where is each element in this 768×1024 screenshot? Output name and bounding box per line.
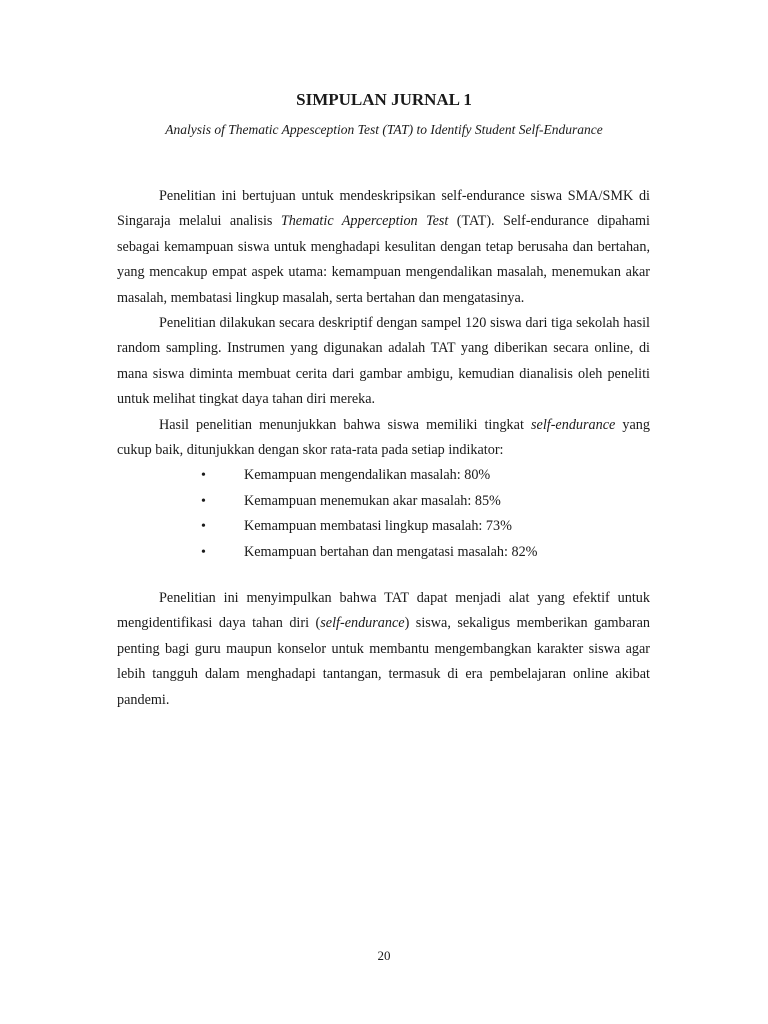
list-item bbox=[117, 463, 650, 488]
body-section-conclusion bbox=[117, 586, 650, 713]
bullet-icon: • bbox=[201, 493, 206, 509]
list-item-text: Kemampuan membatasi lingkup masalah: 73% bbox=[244, 518, 512, 535]
bullet-icon: • bbox=[201, 544, 206, 560]
paragraph-intro-italic: Thematic Apperception Test bbox=[280, 213, 449, 230]
paragraph-results-part1: Hasil penelitian menunjukkan bahwa siswa memiliki tingkat bbox=[159, 416, 531, 433]
paragraph-conclusion-part2: ) siswa, sekaligus memberikan gambaran penting bagi guru maupun konselor untuk membantu mengembangkan karakter siswa agar lebih tangguh dalam menghadapi tantangan, termasuk di era pembelajaran online akibat pandemi. bbox=[117, 615, 650, 708]
page-number: 20 bbox=[377, 948, 391, 963]
list-item bbox=[117, 489, 650, 514]
paragraph-conclusion-italic: self-endurance bbox=[320, 615, 405, 632]
paragraph-results bbox=[117, 413, 650, 464]
paragraph-results-part2: yang cukup baik, ditunjukkan dengan skor rata-rata pada setiap indikator: bbox=[117, 416, 650, 459]
list-item bbox=[117, 540, 650, 565]
list-item-text: Kemampuan bertahan dan mengatasi masalah: 82% bbox=[244, 543, 538, 560]
paragraph-conclusion bbox=[117, 586, 650, 713]
list-item-text: Kemampuan menemukan akar masalah: 85% bbox=[244, 492, 501, 509]
list-item bbox=[117, 514, 650, 539]
paragraph-results-italic: self-endurance bbox=[531, 416, 616, 433]
page-subtitle: Analysis of Thematic Appesception Test (TAT) to Identify Student Self-Endurance bbox=[165, 122, 603, 137]
bullet-icon: • bbox=[201, 468, 206, 484]
paragraph-method: Penelitian dilakukan secara deskriptif dengan sampel 120 siswa dari tiga sekolah hasil random sampling. Instrumen yang digunakan adalah TAT yang diberikan secara online, di mana siswa diminta membuat cerita dari gambar ambigu, kemudian dianalisis oleh peneliti untuk melihat tingkat daya tahan diri mereka. bbox=[117, 315, 650, 408]
indicator-list bbox=[117, 463, 650, 565]
page-title: SIMPULAN JURNAL 1 bbox=[296, 90, 472, 109]
list-item-text: Kemampuan mengendalikan masalah: 80% bbox=[244, 467, 491, 484]
paragraph-intro-part1: Penelitian ini bertujuan untuk mendeskripsikan self-endurance siswa SMA/SMK di Singaraja melalui analisis bbox=[117, 188, 650, 230]
paragraph-intro-part2: (TAT). Self-endurance dipahami sebagai kemampuan siswa untuk menghadapi kesulitan dengan tetap berusaha dan bertahan, yang mencakup empat aspek utama: kemampuan mengendalikan masalah, menemukan akar masalah, membatasi lingkup masalah, serta bertahan dan mengatasinya. bbox=[117, 213, 651, 306]
paragraph-intro bbox=[117, 184, 650, 311]
body-section-main bbox=[117, 184, 650, 565]
bullet-icon: • bbox=[201, 519, 206, 535]
paragraph-conclusion-part1: Penelitian ini menyimpulkan bahwa TAT dapat menjadi alat yang efektif untuk mengidentifikasi daya tahan diri ( bbox=[117, 590, 650, 632]
